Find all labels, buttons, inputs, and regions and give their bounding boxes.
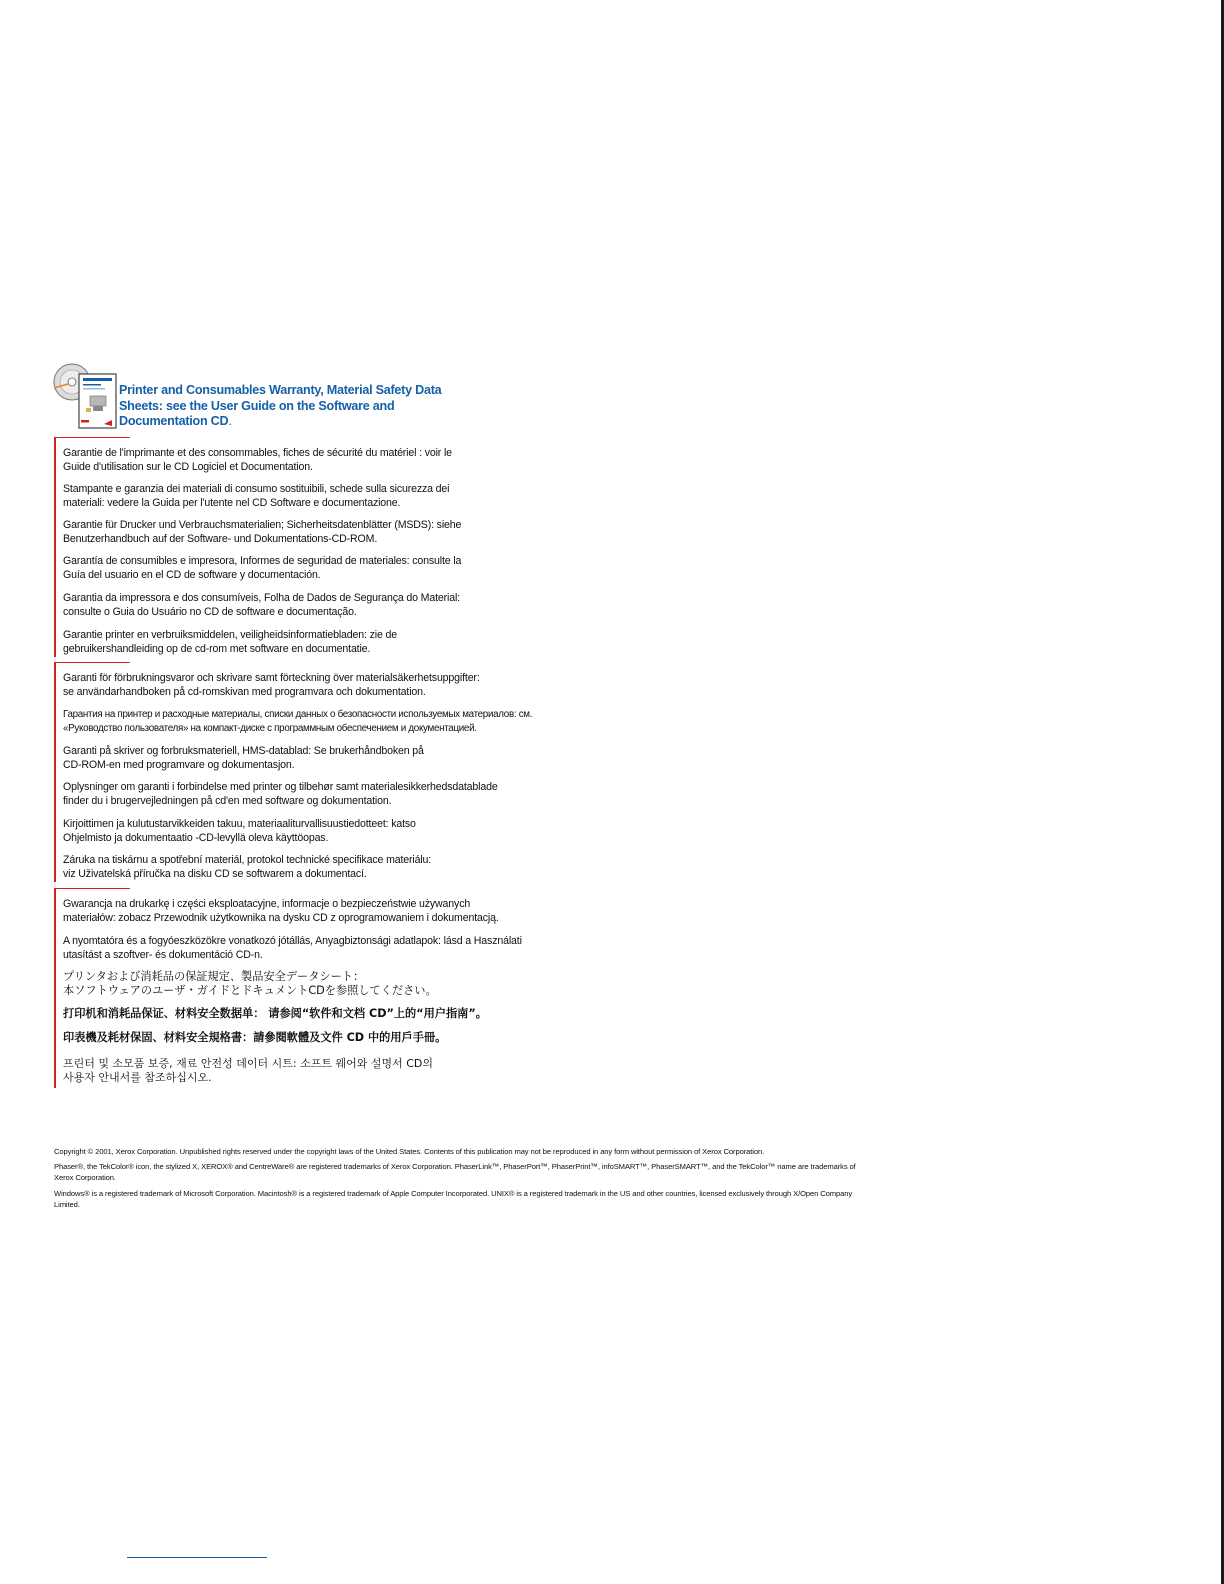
language-group-3	[54, 888, 576, 1088]
language-group-1	[54, 437, 576, 657]
warranty-note-finnish: Kirjoittimen ja kulutustarvikkeiden takuu, materiaaliturvallisuustiedotteet: katso Ohjelmisto ja dokumentaatio -CD-levyllä oleva käyttöopas.	[63, 818, 416, 844]
warranty-note-spanish: Garantía de consumibles e impresora, Informes de seguridad de materiales: consulte la Guía del usuario en el CD de software y documentación.	[63, 555, 462, 581]
warranty-note-russian: Гарантия на принтер и расходные материалы, списки данных о безопасности используемых материалов: см. «Руководство пользователя» на компакт-диске с программным обеспечением и документацией.	[63, 709, 533, 734]
warranty-note-italian: Stampante e garanzia dei materiali di consumo sostituibili, schede sulla sicurezza dei materiali: vedere la Guida per l'utente nel CD Software e documentazione.	[63, 483, 450, 509]
warranty-note-simplified-chinese: 打印机和消耗品保证、材料安全数据单： 请参阅“软件和文档 CD”上的“用户指南”。	[63, 1007, 487, 1020]
language-group-2	[54, 662, 576, 882]
warranty-note-czech: Záruka na tiskárnu a spotřební materiál, protokol technické specifikace materiálu: viz Uživatelská příručka na disku CD se softwarem a dokumentací.	[63, 854, 432, 880]
warranty-note-portuguese: Garantia da impressora e dos consumíveis, Folha de Dados de Segurança do Material: consulte o Guia do Usuário no CD de software e documentação.	[63, 592, 460, 618]
warranty-note-danish: Oplysninger om garanti i forbindelse med printer og tilbehør samt materialesikkerhedsdatablade finder du i brugervejledningen på cd'en med software og dokumentation.	[63, 781, 498, 807]
copyright-notice: Copyright © 2001, Xerox Corporation. Unpublished rights reserved under the copyright laws of the United States. Contents of this publication may not be reproduced in any form without permission of Xerox Corporation.	[54, 1147, 765, 1156]
bottom-divider	[127, 1557, 267, 1558]
warranty-note-dutch: Garantie printer en verbruiksmiddelen, veiligheidsinformatiebladen: zie de gebruikershandleiding op de cd-rom met software en documentatie.	[63, 629, 397, 655]
warranty-note-polish: Gwarancja na drukarkę i części eksploatacyjne, informacje o bezpieczeństwie używanych materiałów: zobacz Przewodnik użytkownika na dysku CD z oprogramowaniem i dokumentacją.	[63, 898, 499, 924]
warranty-note-swedish: Garanti för förbrukningsvaror och skrivare samt förteckning över materialsäkerhetsuppgifter: se användarhandboken på cd-romskivan med programvara och dokumentation.	[63, 672, 480, 698]
warranty-note-traditional-chinese: 印表機及耗材保固、材料安全規格書：請參閱軟體及文件 CD 中的用戶手冊。	[63, 1031, 447, 1044]
warranty-note-french: Garantie de l'imprimante et des consommables, fiches de sécurité du matériel : voir le Guide d'utilisation sur le CD Logiciel et Documentation.	[63, 447, 452, 473]
warranty-note-hungarian: A nyomtatóra és a fogyóeszközökre vonatkozó jótállás, Anyagbiztonsági adatlapok: lásd a Használati utasítást a szoftver- és dokumentáció CD-n.	[63, 935, 522, 961]
warranty-note-japanese: プリンタおよび消耗品の保証規定、製品安全データシート： 本ソフトウェアのユーザ・ガイドとドキュメントCDを参照してください。	[63, 970, 437, 997]
trademark-notice-third-party: Windows® is a registered trademark of Microsoft Corporation. Macintosh® is a registered trademark of Apple Computer Incorporated. UNIX® is a registered trademark in the US and other countries, licensed exclusively through X/Open Company Limited.	[54, 1189, 853, 1209]
page-title: Printer and Consumables Warranty, Material Safety Data Sheets: see the User Guide on the Software and Documentation CD.	[119, 383, 442, 428]
trademark-notice-xerox: Phaser®, the TekColor® icon, the stylized X, XEROX® and CentreWare® are registered trademarks of Xerox Corporation. PhaserLink™, PhaserPort™, PhaserPrint™, infoSMART™, PhaserSMART™, and the TekColor™ name are trademarks of Xerox Corporation.	[54, 1162, 856, 1182]
warranty-note-german: Garantie für Drucker und Verbrauchsmaterialien; Sicherheitsdatenblätter (MSDS): siehe Benutzerhandbuch auf der Software- und Dokumentations-CD-ROM.	[63, 519, 462, 545]
warranty-note-korean: 프린터 및 소모품 보증, 재료 안전성 데이터 시트: 소프트 웨어와 설명서 CD의 사용자 안내서를 참조하십시오.	[63, 1057, 433, 1084]
cd-documentation-icon	[52, 362, 118, 430]
warranty-note-norwegian: Garanti på skriver og forbruksmateriell, HMS-datablad: Se brukerhåndboken på CD-ROM-en med programvare og dokumentasjon.	[63, 745, 424, 771]
